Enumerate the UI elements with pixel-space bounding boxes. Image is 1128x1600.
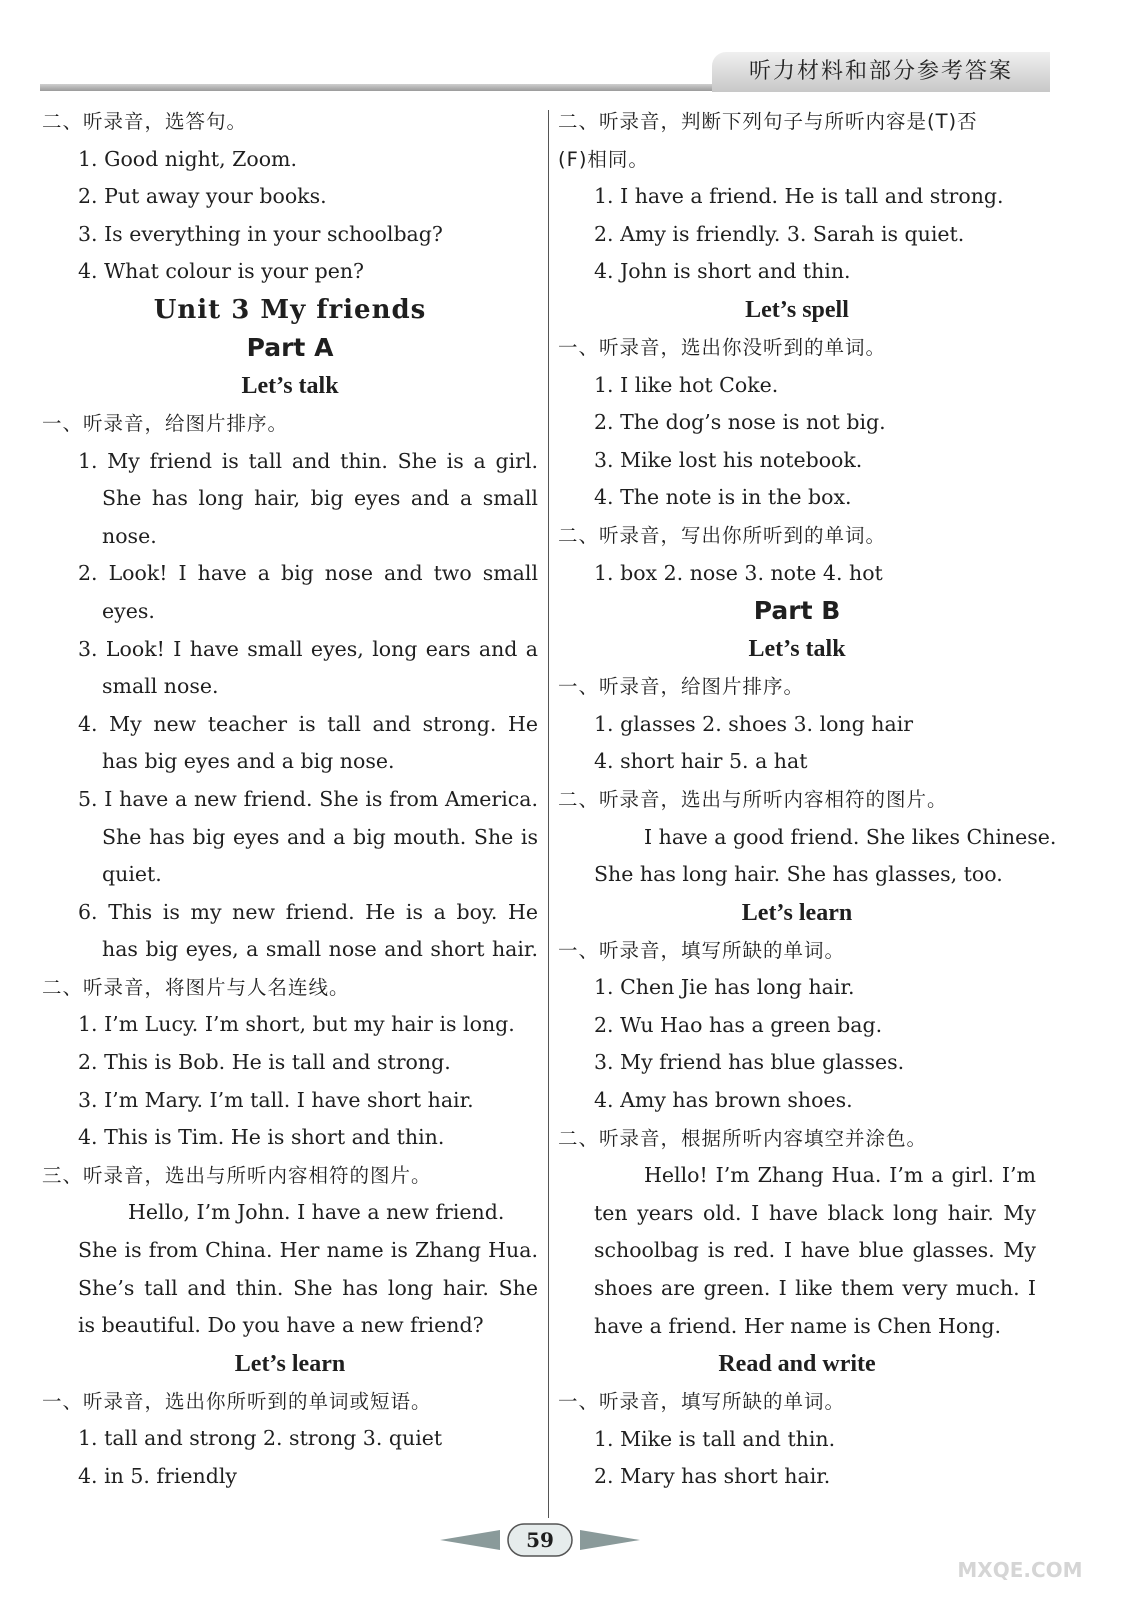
list-item: 4. in 5. friendly xyxy=(78,1464,237,1488)
list-item: 3. Mike lost his notebook. xyxy=(594,447,863,472)
left-column xyxy=(42,103,538,1496)
part-title: Part B xyxy=(753,596,841,626)
section-heading: 二、听录音，选出与所听内容相符的图片。 xyxy=(558,787,948,811)
text-line: have a friend. Her name is Chen Hong. xyxy=(594,1313,1002,1338)
list-item: 2. Amy is friendly. 3. Sarah is quiet. xyxy=(594,221,965,246)
text-line: Hello! I’m Zhang Hua. I’m a girl. I’m xyxy=(644,1163,1036,1188)
section-heading: 一、听录音，给图片排序。 xyxy=(42,411,289,435)
list-item: 1. box 2. nose 3. note 4. hot xyxy=(594,560,883,585)
text-line: has big eyes, a small nose and short hair. xyxy=(102,937,538,962)
text-line: nose. xyxy=(102,523,157,548)
list-item: 1. tall and strong 2. strong 3. quiet xyxy=(78,1426,443,1451)
text-line: small nose. xyxy=(102,674,219,699)
watermark-text: MXQE.COM xyxy=(957,1558,1083,1582)
subsection-title: Let’s spell xyxy=(745,296,849,323)
text-line: She has long hair, big eyes and a small xyxy=(102,486,538,511)
list-item: 2. Mary has short hair. xyxy=(594,1464,831,1489)
text-line: schoolbag is red. I have blue glasses. My xyxy=(594,1238,1036,1263)
list-item: 4. The note is in the box. xyxy=(594,485,852,510)
right-column xyxy=(558,103,1057,1496)
section-heading: 一、听录音，填写所缺的单词。 xyxy=(558,1390,846,1414)
section-heading: 一、听录音，给图片排序。 xyxy=(558,675,805,699)
text-line: has big eyes and a big nose. xyxy=(102,749,395,774)
text-line: She is from China. Her name is Zhang Hua. xyxy=(78,1238,538,1263)
list-item: 1. Good night, Zoom. xyxy=(78,146,298,171)
list-item: 1. Chen Jie has long hair. xyxy=(594,975,855,1000)
list-item: 2. Wu Hao has a green bag. xyxy=(594,1012,883,1037)
section-heading: 二、听录音，写出你所听到的单词。 xyxy=(558,523,887,547)
text-line: Hello, I’m John. I have a new friend. xyxy=(128,1200,505,1225)
text-line: eyes. xyxy=(102,598,155,623)
text-line: She’s tall and thin. She has long hair. She xyxy=(78,1275,538,1300)
text-line: 4. My new teacher is tall and strong. He xyxy=(78,711,538,736)
unit-title: Unit 3 My friends xyxy=(153,294,427,325)
text-line: I have a good friend. She likes Chinese. xyxy=(644,824,1057,849)
subsection-title: Let’s learn xyxy=(234,1350,346,1377)
list-item: 3. Is everything in your schoolbag? xyxy=(78,221,443,246)
text-line: She has big eyes and a big mouth. She is xyxy=(102,824,538,849)
section-heading: 二、听录音，判断下列句子与所听内容是(T)否 xyxy=(558,110,978,133)
list-item: 1. glasses 2. shoes 3. long hair xyxy=(594,711,914,736)
section-heading: 三、听录音，选出与所听内容相符的图片。 xyxy=(42,1163,432,1187)
list-item: 3. My friend has blue glasses. xyxy=(594,1050,905,1075)
list-item: 4. What colour is your pen? xyxy=(78,259,365,284)
column-divider xyxy=(548,110,549,1518)
list-item: 3. I’m Mary. I’m tall. I have short hair. xyxy=(78,1087,474,1112)
text-line: ten years old. I have black long hair. My xyxy=(594,1200,1036,1225)
text-line: 1. My friend is tall and thin. She is a girl. xyxy=(78,448,538,473)
subsection-title: Read and write xyxy=(718,1351,876,1378)
list-item: 4. short hair 5. a hat xyxy=(594,749,808,774)
running-header: 听力材料和部分参考答案 xyxy=(712,52,1050,92)
subsection-title: Let’s talk xyxy=(748,636,846,663)
section-heading: 二、听录音，选答句。 xyxy=(42,110,248,133)
section-heading: 一、听录音，填写所缺的单词。 xyxy=(558,938,846,962)
section-heading: 一、听录音，选出你所听到的单词或短语。 xyxy=(42,1389,432,1413)
list-item: 4. This is Tim. He is short and thin. xyxy=(78,1125,445,1150)
text-line: 3. Look! I have small eyes, long ears and a xyxy=(78,636,538,661)
section-heading: 一、听录音，选出你没听到的单词。 xyxy=(558,335,887,359)
text-line: 5. I have a new friend. She is from America. xyxy=(78,786,538,811)
text-line: is beautiful. Do you have a new friend? xyxy=(78,1313,484,1338)
text-line: 6. This is my new friend. He is a boy. He xyxy=(78,899,538,924)
list-item: 4. Amy has brown shoes. xyxy=(594,1088,853,1113)
text-line: shoes are green. I like them very much. I xyxy=(594,1276,1036,1301)
section-heading: (F)相同。 xyxy=(558,147,649,171)
text-line: 2. Look! I have a big nose and two small xyxy=(78,561,538,586)
part-title: Part A xyxy=(246,332,334,362)
text-line: quiet. xyxy=(102,862,162,887)
subsection-title: Let’s learn xyxy=(741,899,853,926)
list-item: 2. Put away your books. xyxy=(78,184,327,209)
list-item: 2. The dog’s nose is not big. xyxy=(594,410,886,435)
text-line: She has long hair. She has glasses, too. xyxy=(594,862,1003,887)
section-heading: 二、听录音，根据所听内容填空并涂色。 xyxy=(558,1126,928,1150)
list-item: 1. I have a friend. He is tall and strong. xyxy=(594,184,1004,209)
list-item: 2. This is Bob. He is tall and strong. xyxy=(78,1050,451,1075)
subsection-title: Let’s talk xyxy=(241,372,339,399)
list-item: 1. I’m Lucy. I’m short, but my hair is long. xyxy=(78,1012,515,1037)
watermark xyxy=(930,1508,1110,1588)
list-item: 1. Mike is tall and thin. xyxy=(594,1426,836,1451)
page-footer xyxy=(440,1520,640,1560)
list-item: 4. John is short and thin. xyxy=(594,259,851,284)
page-number: 59 xyxy=(526,1528,554,1552)
section-heading: 二、听录音，将图片与人名连线。 xyxy=(42,975,350,999)
list-item: 1. I like hot Coke. xyxy=(594,372,779,397)
